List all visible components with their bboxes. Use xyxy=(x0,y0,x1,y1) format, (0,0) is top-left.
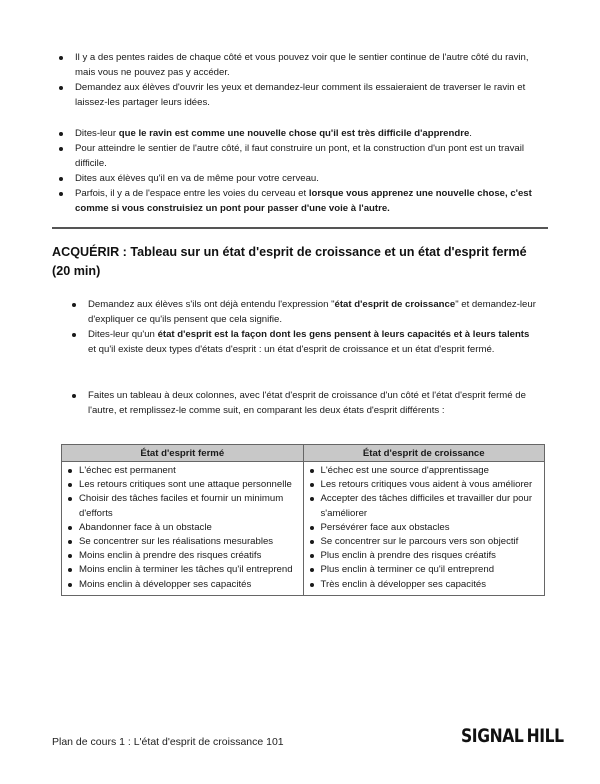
fixed-mindset-item: Se concentrer sur les réalisations mesurables xyxy=(65,535,300,549)
growth-mindset-item: Persévérer face aux obstacles xyxy=(307,521,542,535)
list-item xyxy=(57,186,537,216)
list-item xyxy=(57,126,537,141)
growth-mindset-item: L'échec est une source d'apprentissage xyxy=(307,464,542,478)
list-item-bold: état d'esprit est la façon dont les gens pensent à leurs capacités et à leurs talents xyxy=(157,329,530,340)
growth-mindset-item: Très enclin à développer ses capacités xyxy=(307,578,542,592)
fixed-mindset-item: Choisir des tâches faciles et fournir un minimum d'efforts xyxy=(65,492,300,520)
fixed-mindset-item: Moins enclin à prendre des risques créatifs xyxy=(65,549,300,563)
list-item-pre: Faites un tableau à deux colonnes, avec l'état d'esprit de croissance d'un côté et l'état d'esprit fermé de l'autre, et remplissez-le comme suit, en comparant les deux états d'esprit différents : xyxy=(88,390,526,416)
list-item xyxy=(57,50,537,80)
logo-text-hill: HILL xyxy=(526,725,564,747)
mindset-comparison-table xyxy=(61,444,545,596)
table-header-growth-mindset: État d'esprit de croissance xyxy=(303,445,545,462)
section-heading-acquerir: ACQUÉRIR : Tableau sur un état d'esprit de croissance et un état d'esprit fermé (20 min) xyxy=(52,245,527,278)
list-item-post: et qu'il existe deux types d'états d'esprit : un état d'esprit de croissance et un état d'esprit fermé. xyxy=(88,344,495,355)
growth-mindset-item: Plus enclin à prendre des risques créatifs xyxy=(307,549,542,563)
list-item-pre: Dites-leur qu'un xyxy=(88,329,158,340)
signal-hill-logo xyxy=(461,722,564,750)
list-item xyxy=(70,327,536,357)
table-header-fixed-mindset: État d'esprit fermé xyxy=(62,445,304,462)
growth-mindset-list xyxy=(307,464,542,592)
acquerir-bullet-list-2 xyxy=(70,388,536,418)
growth-mindset-item: Accepter des tâches difficiles et travailler dur pour s'améliorer xyxy=(307,492,542,520)
fixed-mindset-item: L'échec est permanent xyxy=(65,464,300,478)
list-item-pre: Dites aux élèves qu'il en va de même pour votre cerveau. xyxy=(75,173,319,184)
list-item xyxy=(57,80,537,110)
fixed-mindset-item: Moins enclin à terminer les tâches qu'il entreprend xyxy=(65,563,300,577)
fixed-mindset-item: Moins enclin à développer ses capacités xyxy=(65,578,300,592)
list-item-pre: Dites-leur xyxy=(75,128,119,139)
growth-mindset-item: Plus enclin à terminer ce qu'il entreprend xyxy=(307,563,542,577)
footer-lesson-title: Plan de cours 1 : L'état d'esprit de croissance 101 xyxy=(52,736,284,748)
list-item-pre: Parfois, il y a de l'espace entre les voies du cerveau et xyxy=(75,188,309,199)
growth-mindset-column xyxy=(303,462,545,596)
growth-mindset-item: Les retours critiques vous aident à vous améliorer xyxy=(307,478,542,492)
fixed-mindset-list xyxy=(65,464,300,592)
list-item-text: Il y a des pentes raides de chaque côté et vous pouvez voir que le sentier continue de l'autre côté du ravin, mais vous ne pouvez pas y accéder. xyxy=(75,52,529,78)
list-item-text: Demandez aux élèves d'ouvrir les yeux et demandez-leur comment ils essaieraient de traverser le ravin et laissez-les partager leurs idées. xyxy=(75,82,526,108)
intro-bullet-list-2 xyxy=(57,126,537,216)
list-item xyxy=(70,388,536,418)
list-item xyxy=(57,141,537,171)
fixed-mindset-item: Abandonner face à un obstacle xyxy=(65,521,300,535)
list-item-post: . xyxy=(469,128,472,139)
section-divider xyxy=(52,227,548,229)
list-item-pre: Demandez aux élèves s'ils ont déjà entendu l'expression " xyxy=(88,299,335,310)
list-item-pre: Pour atteindre le sentier de l'autre côté, il faut construire un pont, et la construction d'un pont est un travail difficile. xyxy=(75,143,524,169)
list-item-post: " et demandez-leur d'expliquer ce qu'ils pensent que cela signifie. xyxy=(88,299,536,325)
list-item xyxy=(70,297,536,327)
logo-text-signal: SIGNAL xyxy=(461,725,524,747)
fixed-mindset-column xyxy=(62,462,304,596)
growth-mindset-item: Se concentrer sur le parcours vers son objectif xyxy=(307,535,542,549)
fixed-mindset-item: Les retours critiques sont une attaque personnelle xyxy=(65,478,300,492)
list-item-bold: que le ravin est comme une nouvelle chose qu'il est très difficile d'apprendre xyxy=(118,128,470,139)
intro-bullet-list-1 xyxy=(57,50,537,110)
list-item xyxy=(57,171,537,186)
list-item-bold: lorsque vous apprenez une nouvelle chose, c'est comme si vous construisiez un pont pour passer d'une voie à l'autre. xyxy=(75,188,532,214)
acquerir-bullet-list-1 xyxy=(70,297,536,357)
list-item-bold: état d'esprit de croissance xyxy=(334,299,456,310)
